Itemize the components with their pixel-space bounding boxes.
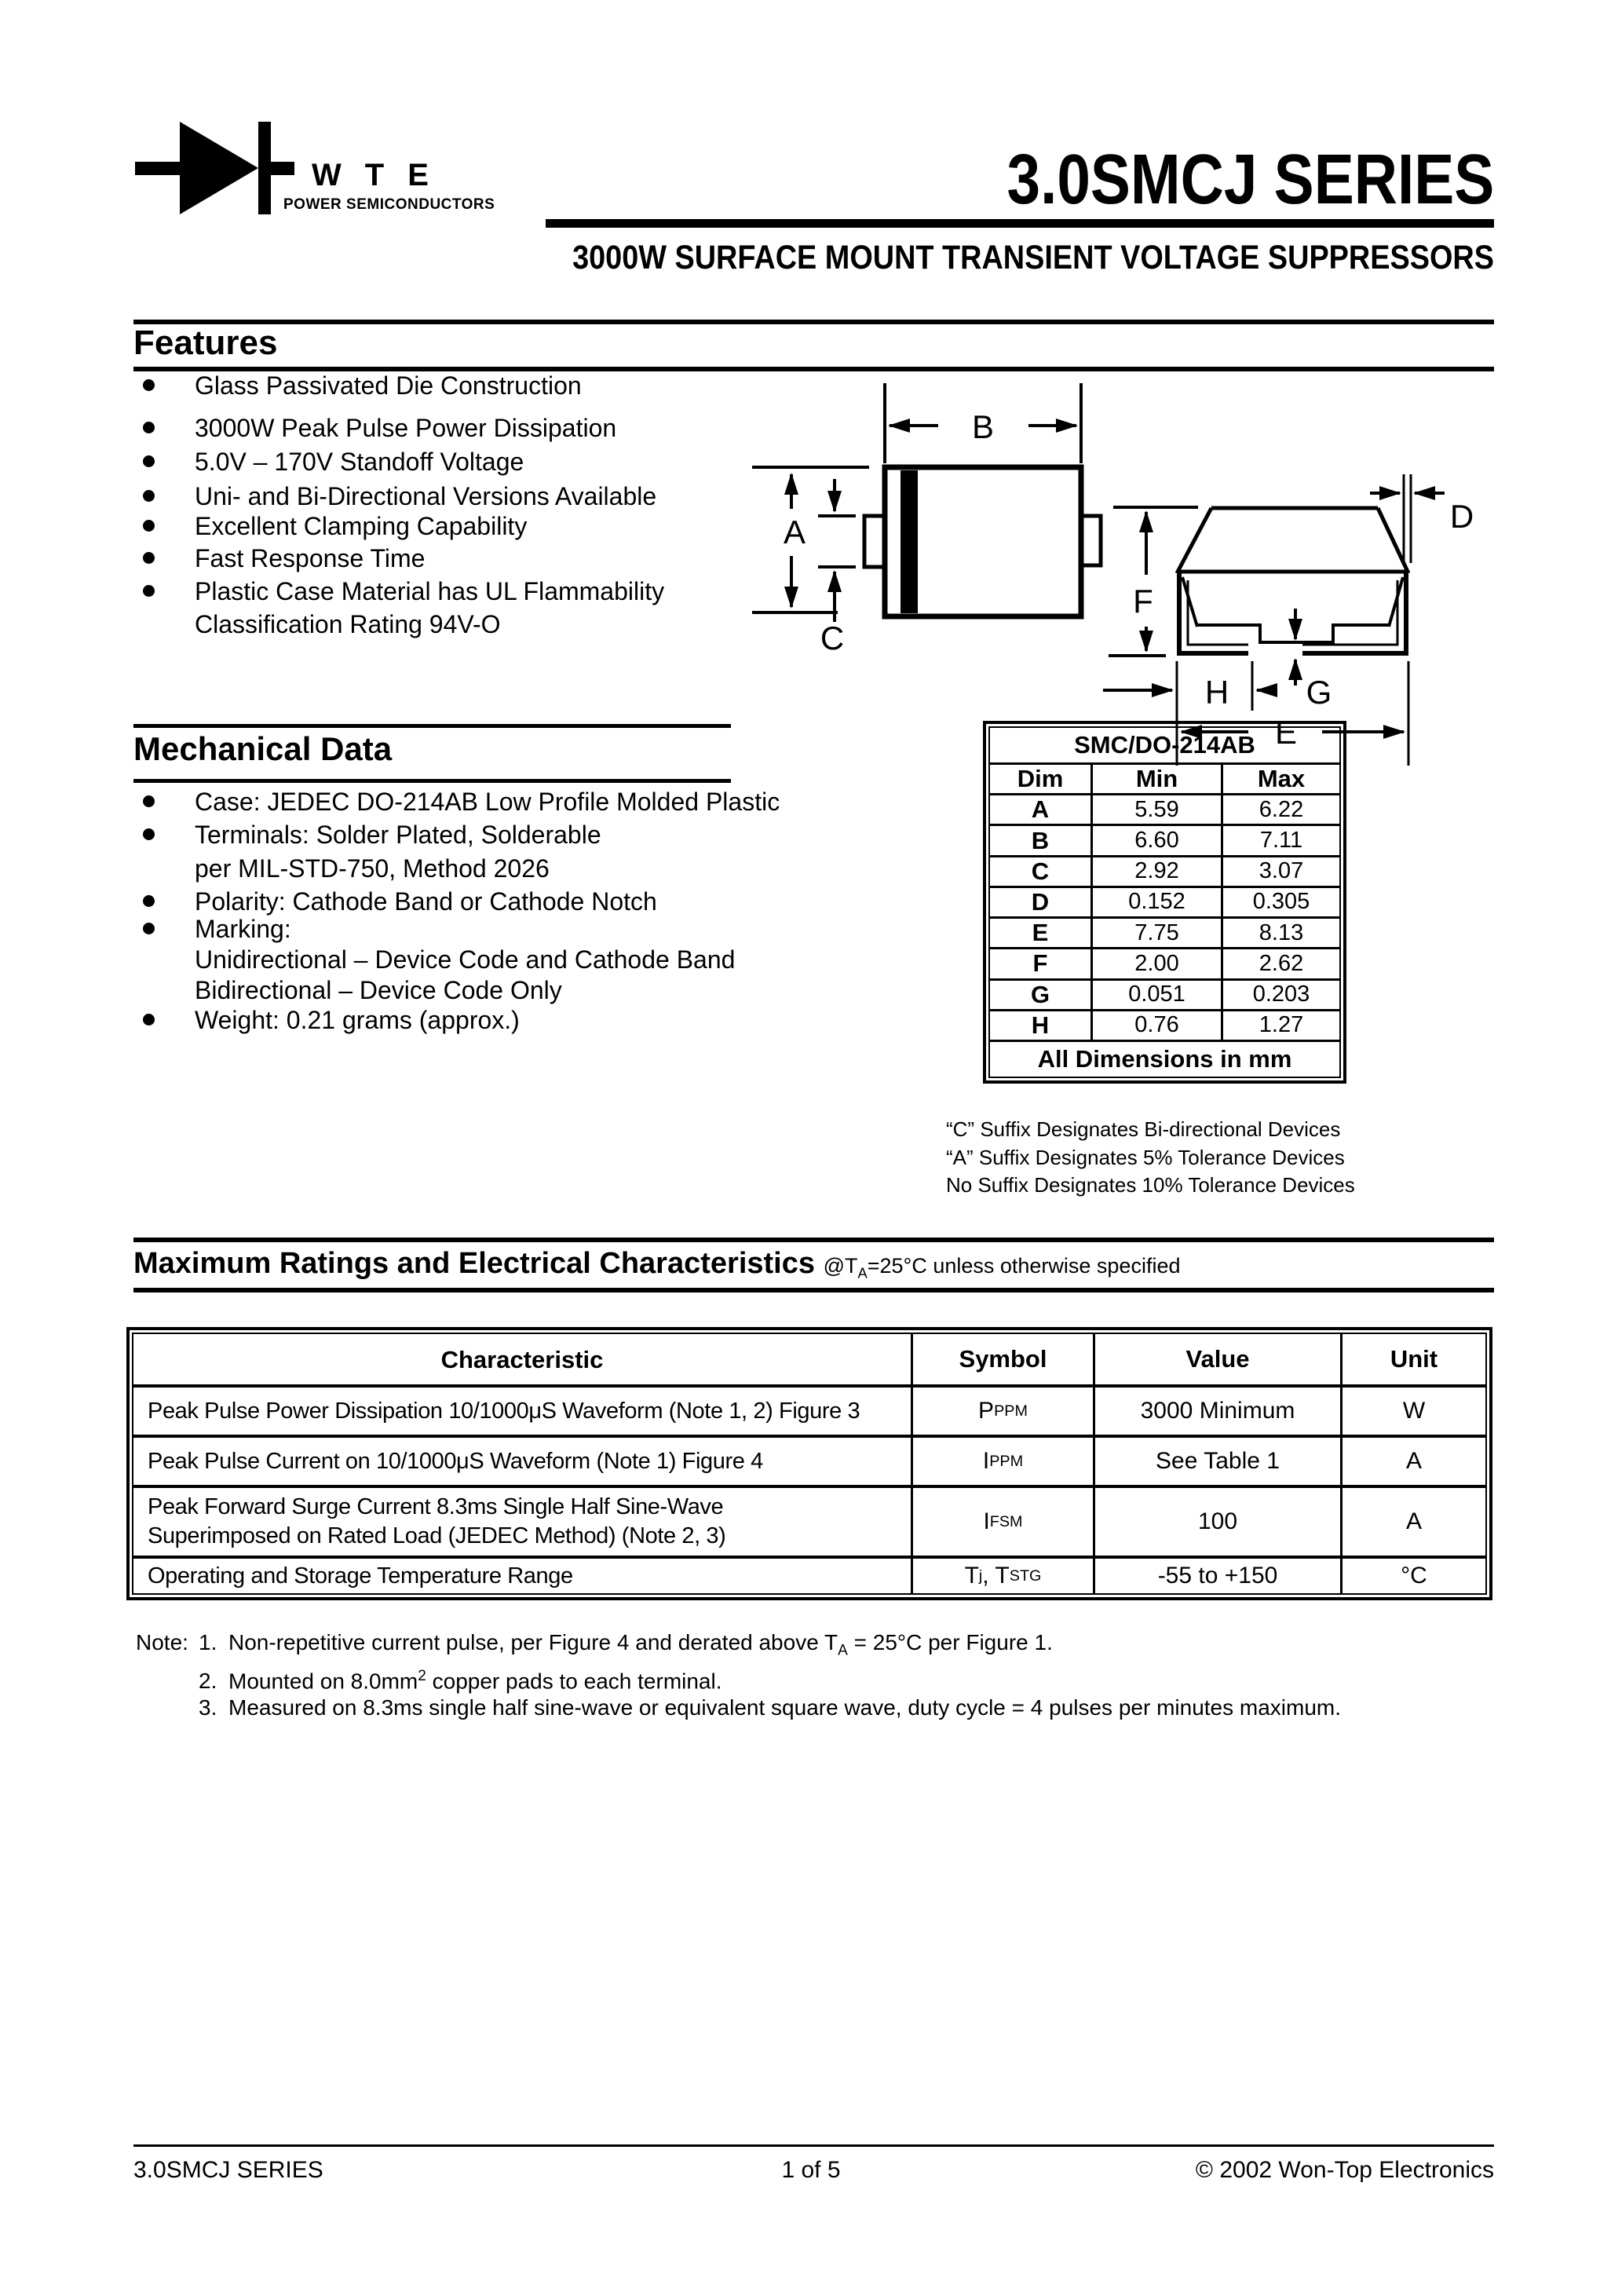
col-header-value: Value — [1093, 1334, 1340, 1384]
bullet-icon — [143, 379, 155, 391]
dim-d — [1370, 474, 1474, 563]
table-row: C 2.92 3.07 — [990, 855, 1339, 886]
cathode-band — [901, 470, 918, 613]
feature-item: 5.0V – 170V Standoff Voltage — [143, 447, 524, 477]
dim-b — [885, 383, 1081, 463]
note-2: 2. Mounted on $8.0mm^2$ copper pads to each terminal. — [199, 1668, 722, 1694]
col-header-dim: Dim — [1017, 765, 1064, 793]
mechanical-heading: Mechanical Data — [133, 730, 393, 767]
bullet-icon — [143, 895, 155, 907]
notes-label: Note: — [136, 1630, 188, 1654]
feature-item: Fast Response Time — [143, 543, 425, 573]
dim-a — [752, 467, 869, 612]
dim-h — [1103, 661, 1277, 711]
table-row: F 2.00 2.62 — [990, 947, 1339, 978]
table-row: B 6.60 7.11 — [990, 824, 1339, 854]
table-row: Operating and Storage Temperature Range T j , T STG -55 to +150 °C — [133, 1556, 1485, 1593]
bullet-icon — [143, 552, 155, 564]
table-row: Peak Forward Surge Current 8.3ms Single Half Sine-Wave Superimposed on Rated Load (JEDEC Method) (Note 2, 3) I FSM 100 A — [133, 1485, 1485, 1556]
title-rule — [546, 219, 1494, 228]
dimensions-table-footer: All Dimensions in mm — [990, 1040, 1339, 1077]
ratings-condition: $@T_A=25^\circ C$ unless otherwise specified — [823, 1254, 1181, 1281]
dim-label-c: C — [820, 620, 845, 656]
suffix-note: No Suffix Designates 10% Tolerance Devices — [946, 1173, 1355, 1197]
mechanical-item: Polarity: Cathode Band or Cathode Notch — [143, 887, 657, 916]
table-row: Peak Pulse Current on 10/1000μS Waveform (Note 1) Figure 4 I PPM See Table 1 A — [133, 1435, 1485, 1485]
dimensions-table-title: SMC/DO-214AB — [1074, 731, 1255, 759]
mechanical-item-continuation: Bidirectional – Device Code Only — [195, 976, 562, 1004]
feature-item: 3000W Peak Pulse Power Dissipation — [143, 413, 616, 443]
table-row: D 0.152 0.305 — [990, 886, 1339, 916]
ratings-table — [126, 1327, 1492, 1600]
brand-tagline: POWER SEMICONDUCTORS — [283, 196, 495, 213]
col-header-min: Min — [1090, 765, 1221, 793]
dim-label-h: H — [1204, 674, 1229, 711]
table-row: Peak Pulse Power Dissipation 10/1000μS Waveform (Note 1, 2) Figure 3 P PPM 3000 Minimum W — [133, 1384, 1485, 1435]
suffix-note: “A” Suffix Designates 5% Tolerance Devices — [946, 1146, 1345, 1169]
feature-item-continuation: Classification Rating 94V-O — [195, 610, 501, 638]
bullet-icon — [143, 455, 155, 467]
feature-item: Uni- and Bi-Directional Versions Available — [143, 481, 656, 511]
note-3: 3. Measured on 8.3ms single half sine-wave or equivalent square wave, duty cycle = 4 pulses per minutes maximum. — [199, 1695, 1342, 1720]
footer-rule — [133, 2144, 1494, 2147]
bullet-icon — [143, 490, 155, 502]
bullet-icon — [143, 795, 155, 807]
mechanical-item: Weight: 0.21 grams (approx.) — [143, 1005, 520, 1035]
mechanical-rule-bottom — [133, 779, 731, 783]
features-rule-top — [133, 320, 1494, 324]
feature-item: Glass Passivated Die Construction — [143, 371, 582, 400]
ratings-rule-top — [133, 1238, 1494, 1242]
col-header-symbol: Symbol — [911, 1334, 1093, 1384]
mechanical-item-continuation: Unidirectional – Device Code and Cathode Band — [195, 945, 736, 974]
dimensions-table-header — [990, 762, 1339, 793]
bullet-icon — [143, 1014, 155, 1026]
bullet-icon — [143, 422, 155, 433]
table-row: E 7.75 8.13 — [990, 916, 1339, 947]
dim-label-a: A — [783, 514, 806, 550]
footer-copyright: © 2002 Won-Top Electronics — [1195, 2157, 1494, 2183]
page-title: 3.0SMCJ SERIES — [1006, 141, 1494, 219]
feature-item: Excellent Clamping Capability — [143, 511, 527, 541]
mechanical-item: Marking: — [143, 914, 291, 944]
package-top-view — [864, 467, 1101, 616]
dim-label-d: D — [1449, 498, 1474, 535]
suffix-note: “C” Suffix Designates Bi-directional Devices — [946, 1117, 1341, 1141]
page-subtitle: 3000W SURFACE MOUNT TRANSIENT VOLTAGE SUPPRESSORS — [572, 239, 1494, 276]
bullet-icon — [143, 585, 155, 597]
table-row: A 5.59 6.22 — [990, 793, 1339, 824]
ratings-table-header — [133, 1334, 1485, 1384]
bullet-icon — [143, 923, 155, 934]
mechanical-item: Terminals: Solder Plated, Solderable — [143, 820, 601, 850]
feature-item: Plastic Case Material has UL Flammability — [143, 576, 664, 606]
ratings-heading: Maximum Ratings and Electrical Characteristics $@T_A=25^\circ C$ unless otherwise specified — [133, 1247, 1181, 1281]
dim-c — [818, 479, 856, 656]
table-row: H 0.76 1.27 — [990, 1009, 1339, 1040]
dim-label-f: F — [1133, 583, 1153, 620]
footer-series: 3.0SMCJ SERIES — [133, 2157, 323, 2183]
features-heading: Features — [133, 324, 278, 362]
package-side-view — [1177, 508, 1408, 653]
table-row: G 0.051 0.203 — [990, 978, 1339, 1009]
col-header-max: Max — [1221, 765, 1339, 793]
mechanical-rule-top — [133, 724, 731, 728]
dim-g — [1295, 609, 1332, 711]
dim-label-b: B — [971, 408, 995, 445]
col-header-characteristic: Characteristic — [440, 1345, 604, 1373]
dim-label-e: E — [1274, 714, 1298, 751]
bullet-icon — [143, 520, 155, 532]
col-header-unit: Unit — [1340, 1334, 1485, 1384]
wte-diode-logo-icon — [135, 122, 296, 216]
footer-page-number: 1 of 5 — [781, 2157, 841, 2183]
dim-label-g: G — [1306, 674, 1332, 711]
note-1: 1. Non-repetitive current pulse, per Figure 4 and derated above $T_A = 25^\circ C$ per Figure 1. — [199, 1630, 1053, 1659]
mechanical-item: Case: JEDEC DO-214AB Low Profile Molded Plastic — [143, 787, 780, 817]
bullet-icon — [143, 828, 155, 840]
dimensions-table — [983, 721, 1346, 1084]
brand-name: WTE — [312, 158, 452, 192]
ratings-rule-bottom — [133, 1288, 1494, 1292]
mechanical-item-continuation: per MIL-STD-750, Method 2026 — [195, 854, 550, 883]
